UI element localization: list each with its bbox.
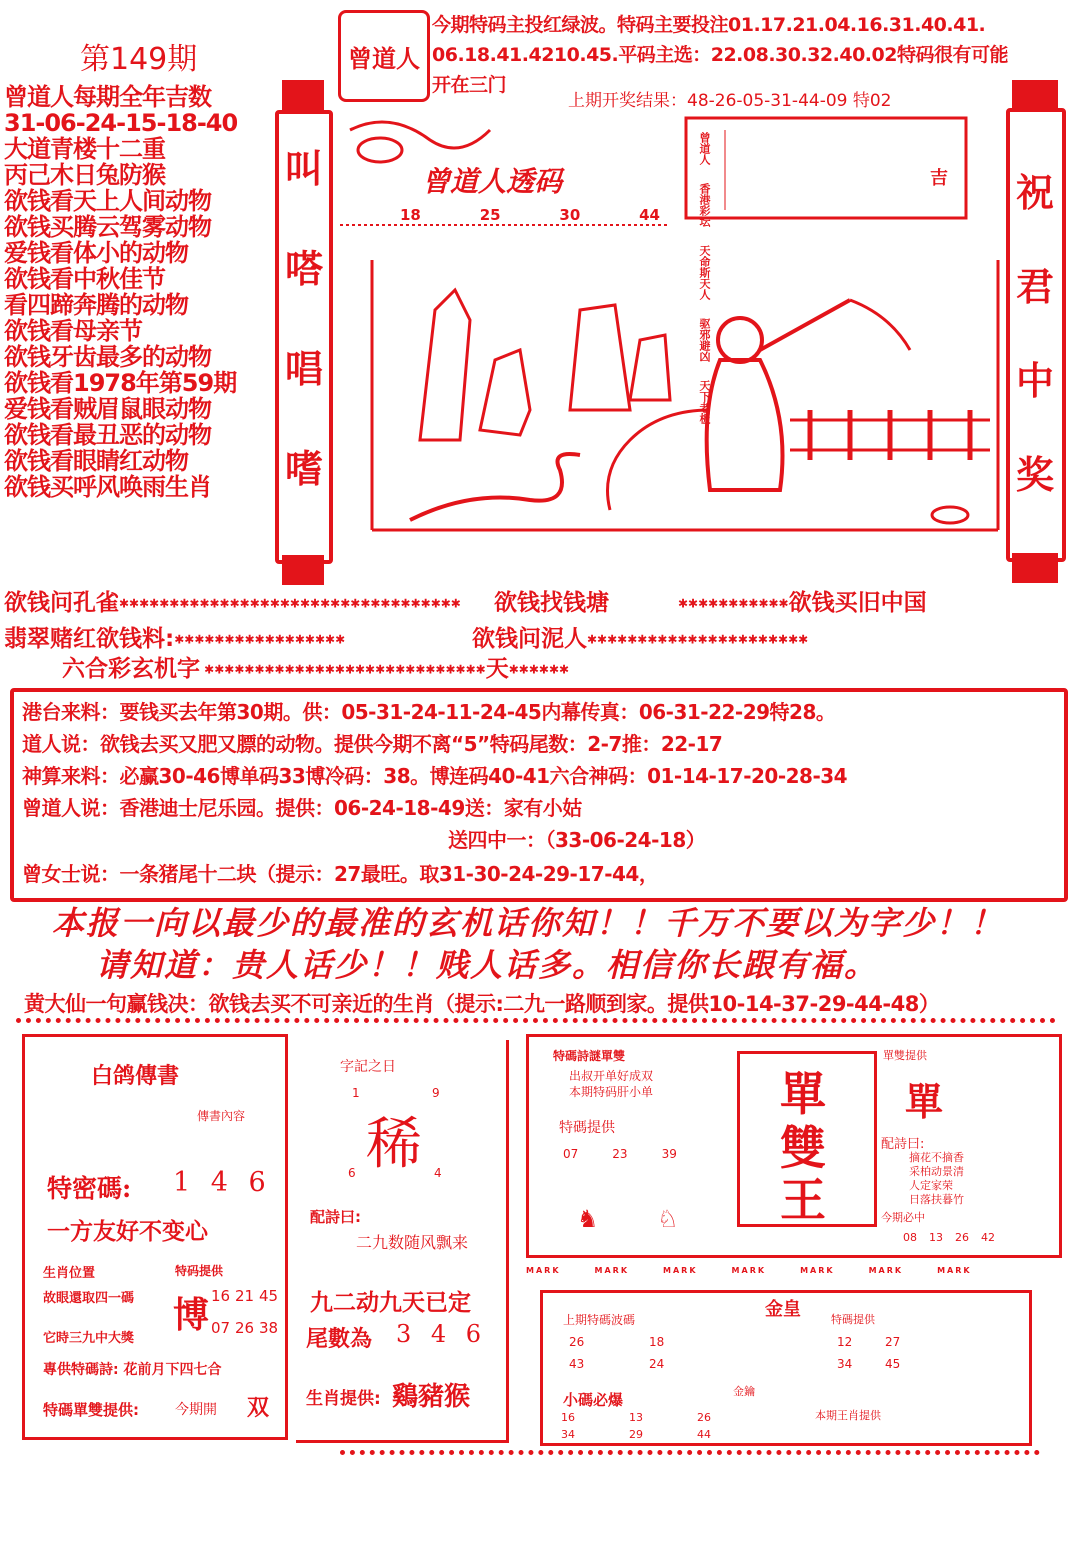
left-line: 欲钱看最丑恶的动物	[4, 421, 211, 449]
header-line-1: 今期特码主投红绿波。特码主要投注01.17.21.04.16.31.40.41.	[432, 14, 986, 36]
panel-right-r-char: 單	[905, 1079, 944, 1124]
big-char: 雙	[780, 1121, 826, 1175]
issue-number: 第149期	[80, 42, 198, 77]
special-num: 12	[837, 1335, 853, 1349]
panel-right-title: 特碼詩謎單雙	[553, 1049, 626, 1063]
right-bar-char: 君	[1015, 263, 1054, 309]
left-line: 爱钱看体小的动物	[4, 239, 188, 267]
panel-mid-tail-value: 3 4 6	[396, 1320, 488, 1348]
side-text: 天命斯天人	[698, 245, 711, 300]
panel-mid-num: 1	[352, 1086, 360, 1100]
dotted-border-top	[16, 1018, 1056, 1033]
left-bar-char: 叫	[284, 145, 323, 191]
dan-shuang-box	[737, 1051, 877, 1227]
star-row-1-c: 欲钱买旧中国	[788, 590, 927, 616]
panel-right-wave-label: 上期特碼波碼	[563, 1313, 636, 1327]
wave-num: 18	[649, 1335, 665, 1349]
panel-left-l1: 生肖位置	[43, 1266, 96, 1281]
panel-mid-num: 6	[348, 1166, 356, 1180]
must-num: 13	[929, 1231, 943, 1244]
poem-line: 日落扶暮竹	[909, 1193, 964, 1206]
right-bar-char: 中	[1015, 357, 1054, 403]
panel-mid-tail-label: 尾數為	[306, 1326, 373, 1352]
tip-num: 07	[563, 1147, 579, 1161]
panel-left-bo: 博	[173, 1294, 210, 1336]
panel-left-grid	[211, 1287, 283, 1337]
special-num: 34	[837, 1357, 853, 1371]
left-line: 欲钱看天上人间动物	[4, 187, 211, 215]
wave-num: 26	[569, 1335, 585, 1349]
grid-num: 16	[211, 1287, 231, 1305]
mark-text: MARK	[663, 1266, 698, 1275]
small-num: 13	[629, 1411, 643, 1424]
mark-text: MARK	[526, 1266, 561, 1275]
panel-left-footer-val: 双	[247, 1395, 270, 1421]
panel-mid-num: 4	[434, 1166, 442, 1180]
left-line: 欲钱看1978年第59期	[4, 369, 237, 397]
slogan-2: 请知道：贵人话少！！贱人话多。相信你长跟有福。	[96, 946, 879, 984]
left-line: 欲钱牙齿最多的动物	[4, 343, 211, 371]
panel-left-l3: 它時三九中大獎	[43, 1331, 135, 1346]
side-text: 驱邪避凶	[698, 318, 711, 362]
must-num: 26	[955, 1231, 969, 1244]
panel-left-l4: 專供特碼詩: 花前月下四七合	[43, 1362, 222, 1378]
left-bar-cap-bottom	[282, 555, 324, 585]
panel-mid	[296, 1040, 509, 1443]
right-bar-cap-top	[1012, 80, 1058, 110]
mark-text: MARK	[868, 1266, 904, 1275]
dog-icon: ♘	[657, 1205, 679, 1233]
star-row-3-a: 六合彩玄机字	[62, 656, 200, 682]
right-vertical-bar	[1006, 108, 1066, 562]
panel-mid-zodiac-label: 生肖提供:	[306, 1389, 381, 1409]
panel-left-phrase: 一方友好不变心	[47, 1218, 208, 1245]
poem-line: 人定家荣	[909, 1179, 953, 1192]
left-line: 31-06-24-15-18-40	[4, 109, 238, 137]
left-line: 欲钱看眼睛红动物	[4, 447, 188, 475]
panel-right-small-nums	[561, 1411, 765, 1441]
panel-right-lower-title: 金皇	[765, 1299, 801, 1320]
slogan-1: 本报一向以最少的最准的玄机话你知！！千万不要以为字少！！	[52, 904, 1005, 942]
wave-num: 24	[649, 1357, 665, 1371]
mark-text: MARK	[731, 1266, 767, 1275]
left-line: 看四蹄奔腾的动物	[4, 291, 188, 319]
star-row-1-b: 欲钱找钱塘	[494, 590, 609, 616]
panel-right-bottom-label: 本期王肖提供	[815, 1409, 881, 1422]
poem-line: 摘花不摘香	[909, 1151, 964, 1164]
central-illustration	[330, 110, 1002, 550]
panel-right-wave-nums	[569, 1335, 729, 1371]
star-row-1-a: 欲钱问孔雀	[4, 590, 119, 616]
dotted-border-bottom	[340, 1450, 1040, 1463]
side-text: 天下老板	[698, 380, 711, 424]
right-bar-char: 奖	[1015, 451, 1054, 497]
panel-right-t1: 出叔开单好成双	[569, 1069, 654, 1083]
star-row-1-c-wrap: ✱✱✱✱✱✱✱✱✱✱✱欲钱买旧中国	[678, 590, 927, 616]
left-bar-char: 嗒	[284, 245, 323, 291]
left-line: 大道青楼十二重	[4, 135, 165, 163]
panel-left-footer-label: 特碼單雙提供:	[43, 1401, 139, 1419]
panel-left-title: 白鸽傳書	[91, 1063, 180, 1089]
star-row-3: 六合彩玄机字 ✱✱✱✱✱✱✱✱✱✱✱✱✱✱✱✱✱✱✱✱✱✱✱✱✱✱✱✱天✱✱✱✱✱✱	[62, 656, 570, 682]
special-num: 27	[885, 1335, 901, 1349]
left-line: 欲钱买呼风唤雨生肖	[4, 473, 211, 501]
panel-right-must-nums	[903, 1231, 995, 1244]
panel-right-small-label: 小碼必爆	[563, 1391, 624, 1409]
star-row-2-b: 欲钱问泥人	[472, 626, 587, 652]
left-line: 爱钱看贼眉鼠眼动物	[4, 395, 211, 423]
small-num: 44	[697, 1428, 711, 1441]
info-line: 道人说：欲钱去买又肥又膘的动物。提供今期不离“5”特码尾数：2-7推：22-17	[22, 732, 723, 756]
last-result: 上期开奖结果：48-26-05-31-44-09 特02	[568, 91, 892, 111]
panel-right-lower	[540, 1290, 1032, 1446]
mark-strip	[526, 1266, 1056, 1275]
panel-right-r-label: 單雙提供	[883, 1049, 927, 1062]
left-bar-cap-top	[282, 80, 324, 112]
grid-num: 07	[211, 1319, 231, 1337]
small-num: 26	[697, 1411, 711, 1424]
panel-right-tip-label: 特碼提供	[559, 1120, 615, 1136]
panel-left-special-label: 特密碼:	[47, 1174, 132, 1203]
picture-number: 44	[639, 206, 660, 224]
side-text: 曾道人	[698, 132, 711, 165]
picture-number: 18	[400, 206, 421, 224]
big-char: 單	[780, 1067, 826, 1121]
panel-mid-poem-label: 配詩曰:	[310, 1208, 361, 1226]
star-row-2-b-wrap: 欲钱问泥人✱✱✱✱✱✱✱✱✱✱✱✱✱✱✱✱✱✱✱✱✱✱	[472, 626, 809, 652]
panel-mid-poem: 二九数随风飘来	[356, 1233, 469, 1252]
grid-num: 45	[259, 1287, 279, 1305]
must-num: 42	[981, 1231, 995, 1244]
header-line-2: 06.18.41.4210.45.平码主选：22.08.30.32.40.02特码很有可能	[432, 44, 1008, 66]
star-row-2-a: 翡翠赌红欲钱料:	[4, 626, 175, 652]
panel-right-upper	[526, 1034, 1062, 1258]
mark-text: MARK	[937, 1266, 972, 1275]
logo-text: 曾道人	[348, 44, 420, 73]
left-vertical-bar	[275, 110, 333, 564]
small-num: 29	[629, 1428, 643, 1441]
header-line-3: 开在三门	[432, 74, 507, 96]
picture-numbers	[400, 206, 660, 224]
info-line: 曾道人说：香港迪士尼乐园。提供：06-24-18-49送：家有小姑	[22, 796, 582, 820]
logo	[338, 10, 430, 102]
huang-daxian-line: 黄大仙一句赢钱决：欲钱去买不可亲近的生肖（提示:二九一路顺到家。提供10-14-37-29-44-48）	[24, 992, 940, 1016]
star-row-2: 翡翠赌红欲钱料:✱✱✱✱✱✱✱✱✱✱✱✱✱✱✱✱✱	[4, 626, 346, 652]
panel-mid-num: 9	[432, 1086, 440, 1100]
left-line: 曾道人每期全年吉数	[4, 83, 211, 111]
panel-mid-big-char: 稀	[366, 1112, 422, 1177]
small-num: 16	[561, 1411, 575, 1424]
picture-number: 30	[559, 206, 581, 224]
panel-mid-top: 字記之日	[340, 1059, 396, 1075]
panel-right-poem-label: 配詩曰:	[881, 1137, 925, 1152]
mark-text: MARK	[594, 1266, 630, 1275]
side-text: 香港彩坛	[698, 183, 711, 227]
left-line: 欲钱看中秋佳节	[4, 265, 165, 293]
panel-left-grid-label: 特码提供	[175, 1264, 224, 1278]
poem-line: 采柏动景清	[909, 1165, 964, 1178]
info-line: 神算来料：必赢30-46博单码33博冷码：38。博连码40-41六合神码：01-14-17-20-28-34	[22, 764, 848, 788]
wave-num: 43	[569, 1357, 585, 1371]
horse-icon: ♞	[577, 1205, 599, 1233]
left-column	[4, 84, 276, 500]
grid-num: 21	[235, 1287, 255, 1305]
right-bar-char: 祝	[1015, 169, 1054, 215]
panel-mid-zodiac-value: 鷄豬猴	[392, 1382, 471, 1412]
big-char: 王	[780, 1173, 826, 1227]
panel-mid-line: 九二动九天已定	[310, 1290, 471, 1316]
star-row-1: 欲钱问孔雀✱✱✱✱✱✱✱✱✱✱✱✱✱✱✱✱✱✱✱✱✱✱✱✱✱✱✱✱✱✱✱✱✱✱	[4, 590, 461, 616]
panel-right-special-nums	[837, 1335, 933, 1371]
tip-num: 23	[612, 1147, 628, 1161]
panel-left-l2: 故眼還取四一碼	[43, 1291, 135, 1306]
panel-right-special-label: 特碼提供	[831, 1313, 875, 1326]
panel-left-special-value: 1 4 6	[173, 1167, 272, 1198]
info-line: 曾女士说：一条猪尾十二块（提示：27最旺。取31-30-24-29-17-44，	[22, 862, 659, 886]
picture-title: 曾道人透码	[422, 165, 563, 198]
tip-num: 39	[661, 1147, 677, 1161]
left-bar-char: 唱	[284, 345, 323, 391]
panel-left	[22, 1034, 288, 1440]
panel-right-gold: 金鑰	[733, 1385, 755, 1398]
picture-side-text	[696, 132, 712, 424]
must-num: 08	[903, 1231, 917, 1244]
left-line: 丙己木日兔防猴	[4, 161, 165, 189]
right-bar-cap-bottom	[1012, 553, 1058, 583]
mark-text: MARK	[800, 1266, 835, 1275]
panel-left-sub: 傳書內容	[197, 1109, 246, 1123]
grid-num: 38	[259, 1319, 279, 1337]
picture-number: 25	[479, 206, 501, 224]
info-line: 港台来料：要钱买去年第30期。供：05-31-24-11-24-45内幕传真：06-31-22-29特28。	[22, 700, 836, 724]
left-line: 欲钱看母亲节	[4, 317, 142, 345]
left-bar-char: 嗜	[284, 445, 323, 491]
picture-side-char: 吉	[930, 168, 948, 189]
grid-num: 26	[235, 1319, 255, 1337]
small-num: 34	[561, 1428, 575, 1441]
panel-right-poem	[909, 1151, 964, 1207]
panel-left-footer-mid: 今期開	[175, 1402, 217, 1418]
panel-right-t2: 本期特码肝小单	[569, 1085, 654, 1099]
star-row-3-b: 天	[485, 656, 509, 682]
left-line: 欲钱买腾云驾雾动物	[4, 213, 211, 241]
special-num: 45	[885, 1357, 901, 1371]
panel-right-must: 今期必中	[881, 1211, 925, 1224]
panel-right-tips	[563, 1147, 677, 1161]
info-line: 送四中一：（33-06-24-18）	[448, 828, 706, 852]
